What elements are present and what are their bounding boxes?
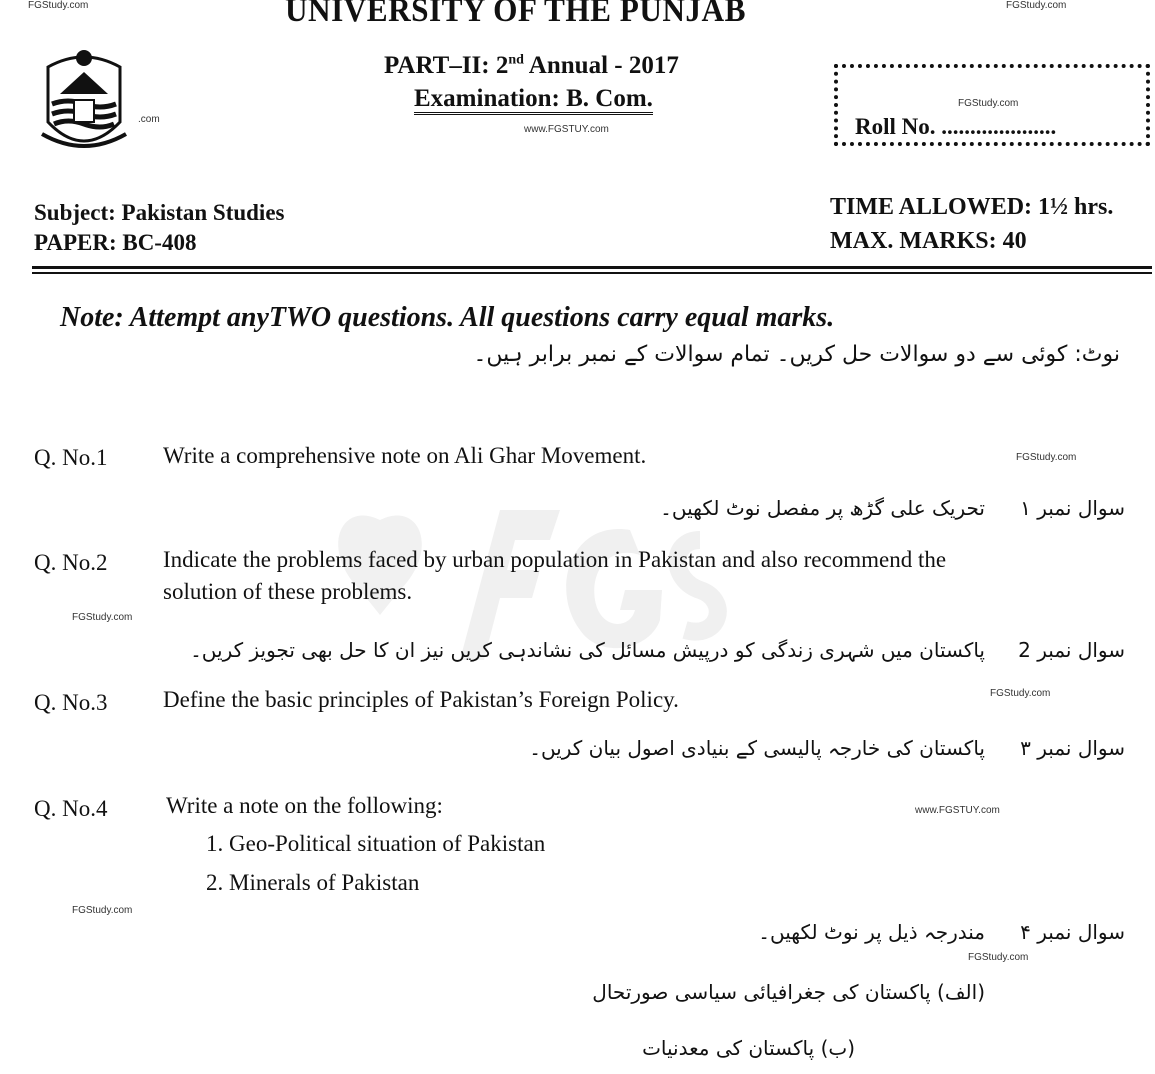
- watermark: FGStudy.com: [72, 612, 133, 623]
- sub-item-urdu: (الف) پاکستان کی جغرافیائی سیاسی صورتحال: [592, 980, 985, 1004]
- watermark: FGStudy.com: [968, 952, 1029, 963]
- watermark: FGStudy.com: [990, 688, 1051, 699]
- watermark: www.FGSTUY.com: [524, 124, 609, 135]
- divider: [32, 272, 1152, 274]
- question-text: Write a comprehensive note on Ali Ghar Movement.: [163, 443, 647, 468]
- question-urdu: پاکستان میں شہری زندگی کو درپیش مسائل کی نشاندہی کریں نیز ان کا حل بھی تجویز کریں۔: [190, 638, 985, 662]
- university-title: UNIVERSITY OF THE PUNJAB: [285, 0, 746, 29]
- university-crest-icon: [38, 42, 130, 162]
- part-sup: nd: [508, 52, 524, 68]
- subject: Subject: Pakistan Studies: [34, 200, 285, 225]
- exam-meta: [830, 190, 1113, 258]
- question-number: Q. No.1: [34, 445, 108, 470]
- question-text: Define the basic principles of Pakistan’s Foreign Policy.: [163, 687, 679, 712]
- question-urdu-label: سوال نمبر ۱: [1020, 496, 1125, 520]
- part-label: PART–II: 2: [384, 52, 509, 79]
- sub-item: 1. Geo-Political situation of Pakistan: [206, 831, 546, 856]
- watermark: FGStudy.com: [1006, 0, 1067, 11]
- question-urdu: پاکستان کی خارجہ پالیسی کے بنیادی اصول بیان کریں۔: [529, 736, 985, 760]
- watermark: FGStudy.com: [28, 0, 89, 11]
- question-text: Indicate the problems faced by urban population in Pakistan and also recommend the solution of these problems.: [163, 547, 947, 604]
- sub-item-urdu: (ب) پاکستان کی معدنیات: [642, 1036, 855, 1060]
- watermark: .com: [138, 114, 160, 125]
- time-allowed: TIME ALLOWED: 1½ hrs.: [830, 194, 1114, 220]
- sub-item: 2. Minerals of Pakistan: [206, 870, 420, 895]
- question-urdu-label: سوال نمبر ۳: [1020, 736, 1125, 760]
- question-number: Q. No.2: [34, 550, 108, 575]
- watermark: www.FGSTUY.com: [915, 805, 1000, 816]
- note-english: Note: Attempt anyTWO questions. All questions carry equal marks.: [60, 302, 835, 333]
- roll-number-field: Roll No. ....................: [855, 114, 1057, 139]
- question-number: Q. No.3: [34, 690, 108, 715]
- watermark: FGStudy.com: [1016, 452, 1077, 463]
- question-number: Q. No.4: [34, 796, 108, 821]
- examination-title: Examination: B. Com.: [414, 86, 653, 115]
- question-urdu: مندرجہ ذیل پر نوٹ لکھیں۔: [758, 920, 985, 944]
- part-year: Annual - 2017: [523, 52, 679, 79]
- question-text: Write a note on the following:: [166, 793, 443, 818]
- max-marks: MAX. MARKS: 40: [830, 228, 1027, 254]
- note-urdu: نوٹ: کوئی سے دو سوالات حل کریں۔ تمام سوالات کے نمبر برابر ہیں۔: [473, 342, 1120, 367]
- watermark: FGStudy.com: [958, 98, 1019, 109]
- subject-info: [34, 198, 284, 258]
- question-urdu: تحریک علی گڑھ پر مفصل نوٹ لکھیں۔: [660, 496, 985, 520]
- exam-part: [384, 52, 679, 80]
- question-urdu-label: سوال نمبر 2: [1018, 638, 1125, 662]
- watermark: FGStudy.com: [72, 905, 133, 916]
- paper-code: PAPER: BC-408: [34, 230, 197, 255]
- question-urdu-label: سوال نمبر ۴: [1020, 920, 1125, 944]
- divider: [32, 266, 1152, 269]
